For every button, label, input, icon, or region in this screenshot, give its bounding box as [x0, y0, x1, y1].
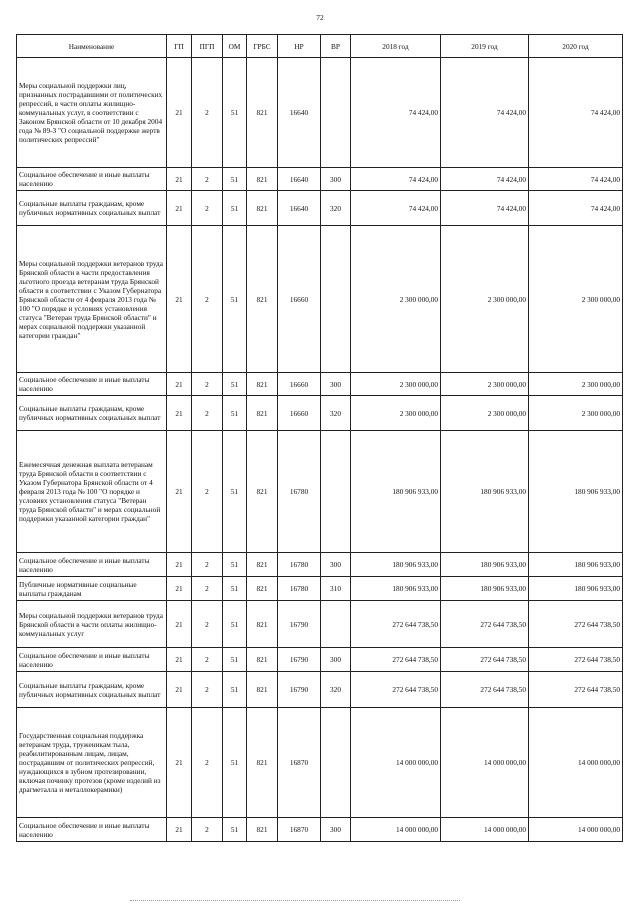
row-2018: 14 000 000,00: [351, 818, 441, 842]
row-nr: 16660: [278, 396, 321, 431]
row-gp: 21: [167, 553, 192, 577]
row-gp: 21: [167, 601, 192, 648]
row-gp: 21: [167, 431, 192, 553]
header-2020: 2020 год: [529, 35, 623, 58]
row-2019: 2 300 000,00: [441, 226, 529, 373]
row-om: 51: [223, 577, 247, 601]
row-2018: 2 300 000,00: [351, 226, 441, 373]
row-vr: 320: [321, 672, 351, 708]
row-om: 51: [223, 672, 247, 708]
row-name: Социальное обеспечение и иные выплаты населению: [17, 648, 167, 672]
table-row: [17, 58, 623, 168]
row-grbs: 821: [247, 168, 278, 191]
scan-artifact-line: [130, 897, 460, 901]
row-gp: 21: [167, 168, 192, 191]
row-name: Государственная социальная поддержка ветеранам труда, труженикам тыла, реабилитированным лицам, лицам, пострадавшим от политических репрессий, нуждающихся в зубном протезировании, включая починку протезов (кроме изделий из драгметалла и металлокерамики): [17, 708, 167, 818]
row-2020: 180 906 933,00: [529, 577, 623, 601]
row-2019: 180 906 933,00: [441, 577, 529, 601]
row-pgp: 2: [192, 648, 223, 672]
row-vr: 320: [321, 191, 351, 226]
row-om: 51: [223, 648, 247, 672]
budget-table: [16, 34, 623, 842]
row-om: 51: [223, 431, 247, 553]
row-om: 51: [223, 818, 247, 842]
row-grbs: 821: [247, 191, 278, 226]
row-nr: 16660: [278, 226, 321, 373]
row-om: 51: [223, 553, 247, 577]
table-row: [17, 396, 623, 431]
row-2018: 272 644 738,50: [351, 648, 441, 672]
row-grbs: 821: [247, 648, 278, 672]
table-header-row: [17, 35, 623, 58]
row-nr: 16780: [278, 577, 321, 601]
row-vr: [321, 58, 351, 168]
row-name: Социальные выплаты гражданам, кроме публичных нормативных социальных выплат: [17, 191, 167, 226]
row-2020: 74 424,00: [529, 191, 623, 226]
row-2018: 74 424,00: [351, 191, 441, 226]
table-row: [17, 226, 623, 373]
header-nr: НР: [278, 35, 321, 58]
table-row: [17, 191, 623, 226]
row-pgp: 2: [192, 373, 223, 396]
row-pgp: 2: [192, 396, 223, 431]
row-vr: 320: [321, 396, 351, 431]
row-grbs: 821: [247, 226, 278, 373]
row-nr: 16870: [278, 818, 321, 842]
row-2020: 2 300 000,00: [529, 396, 623, 431]
row-om: 51: [223, 373, 247, 396]
table-row: [17, 577, 623, 601]
row-2018: 272 644 738,50: [351, 601, 441, 648]
row-2019: 74 424,00: [441, 168, 529, 191]
row-pgp: 2: [192, 168, 223, 191]
row-grbs: 821: [247, 672, 278, 708]
row-pgp: 2: [192, 601, 223, 648]
row-grbs: 821: [247, 577, 278, 601]
row-gp: 21: [167, 818, 192, 842]
row-name: Социальное обеспечение и иные выплаты населению: [17, 168, 167, 191]
row-pgp: 2: [192, 58, 223, 168]
row-gp: 21: [167, 58, 192, 168]
page-number: 72: [316, 13, 324, 22]
row-vr: [321, 708, 351, 818]
row-gp: 21: [167, 373, 192, 396]
row-grbs: 821: [247, 431, 278, 553]
row-nr: 16780: [278, 431, 321, 553]
row-2018: 2 300 000,00: [351, 373, 441, 396]
row-pgp: 2: [192, 708, 223, 818]
header-pgp: ПГП: [192, 35, 223, 58]
row-om: 51: [223, 226, 247, 373]
row-2018: 180 906 933,00: [351, 553, 441, 577]
row-om: 51: [223, 168, 247, 191]
row-2019: 14 000 000,00: [441, 818, 529, 842]
row-pgp: 2: [192, 553, 223, 577]
row-2020: 2 300 000,00: [529, 226, 623, 373]
row-pgp: 2: [192, 431, 223, 553]
row-pgp: 2: [192, 577, 223, 601]
row-grbs: 821: [247, 58, 278, 168]
row-nr: 16640: [278, 191, 321, 226]
row-2020: 180 906 933,00: [529, 553, 623, 577]
row-2019: 2 300 000,00: [441, 373, 529, 396]
row-vr: [321, 226, 351, 373]
header-2018: 2018 год: [351, 35, 441, 58]
row-2019: 74 424,00: [441, 191, 529, 226]
header-grbs: ГРБС: [247, 35, 278, 58]
row-om: 51: [223, 58, 247, 168]
row-2019: 180 906 933,00: [441, 553, 529, 577]
row-vr: 300: [321, 818, 351, 842]
row-nr: 16780: [278, 553, 321, 577]
table-row: [17, 708, 623, 818]
header-name: Наименование: [17, 35, 167, 58]
row-gp: 21: [167, 672, 192, 708]
row-2019: 272 644 738,50: [441, 672, 529, 708]
table-row: [17, 553, 623, 577]
row-2018: 74 424,00: [351, 58, 441, 168]
row-2020: 14 000 000,00: [529, 708, 623, 818]
row-name: Социальные выплаты гражданам, кроме публичных нормативных социальных выплат: [17, 396, 167, 431]
row-nr: 16790: [278, 648, 321, 672]
row-nr: 16790: [278, 672, 321, 708]
table-row: [17, 373, 623, 396]
row-pgp: 2: [192, 818, 223, 842]
row-name: Меры социальной поддержки ветеранов труда Брянской области в части предоставления льготного проезда ветеранам труда Брянской области в соответствии с Указом Губернатора Брянской области от 4 февраля 2013 года № 100 "О порядке и условиях установления статуса "Ветеран труда Брянской области" и мерах социальной поддержки указанной категории граждан": [17, 226, 167, 373]
row-om: 51: [223, 601, 247, 648]
header-gp: ГП: [167, 35, 192, 58]
row-2019: 180 906 933,00: [441, 431, 529, 553]
row-name: Публичные нормативные социальные выплаты гражданам: [17, 577, 167, 601]
row-nr: 16790: [278, 601, 321, 648]
row-vr: 300: [321, 553, 351, 577]
row-2020: 74 424,00: [529, 168, 623, 191]
row-gp: 21: [167, 708, 192, 818]
row-name: Социальное обеспечение и иные выплаты населению: [17, 553, 167, 577]
row-gp: 21: [167, 226, 192, 373]
row-2020: 14 000 000,00: [529, 818, 623, 842]
table-row: [17, 431, 623, 553]
row-2018: 14 000 000,00: [351, 708, 441, 818]
table-row: [17, 648, 623, 672]
row-om: 51: [223, 708, 247, 818]
header-vr: ВР: [321, 35, 351, 58]
row-2018: 180 906 933,00: [351, 577, 441, 601]
row-2018: 2 300 000,00: [351, 396, 441, 431]
row-2020: 272 644 738,50: [529, 601, 623, 648]
row-vr: 300: [321, 373, 351, 396]
row-2019: 2 300 000,00: [441, 396, 529, 431]
table-row: [17, 168, 623, 191]
row-gp: 21: [167, 396, 192, 431]
row-2019: 74 424,00: [441, 58, 529, 168]
row-2020: 2 300 000,00: [529, 373, 623, 396]
table-row: [17, 672, 623, 708]
row-2019: 272 644 738,50: [441, 601, 529, 648]
row-om: 51: [223, 191, 247, 226]
row-grbs: 821: [247, 553, 278, 577]
row-2018: 74 424,00: [351, 168, 441, 191]
row-name: Социальное обеспечение и иные выплаты населению: [17, 818, 167, 842]
row-pgp: 2: [192, 672, 223, 708]
row-2019: 14 000 000,00: [441, 708, 529, 818]
row-grbs: 821: [247, 708, 278, 818]
row-name: Ежемесячная денежная выплата ветеранам труда Брянской области в соответствии с Указом Губернатора Брянской области от 4 февраля 2013 года № 100 "О порядке и условиях установления статуса "Ветеран труда Брянской области" и мерах социальной поддержки указанной категории граждан": [17, 431, 167, 553]
row-nr: 16660: [278, 373, 321, 396]
row-vr: 300: [321, 648, 351, 672]
row-gp: 21: [167, 191, 192, 226]
row-nr: 16640: [278, 58, 321, 168]
table-row: [17, 601, 623, 648]
row-vr: [321, 601, 351, 648]
row-2018: 180 906 933,00: [351, 431, 441, 553]
header-om: ОМ: [223, 35, 247, 58]
row-2019: 272 644 738,50: [441, 648, 529, 672]
row-grbs: 821: [247, 396, 278, 431]
table-row: [17, 818, 623, 842]
row-name: Социальные выплаты гражданам, кроме публичных нормативных социальных выплат: [17, 672, 167, 708]
row-om: 51: [223, 396, 247, 431]
row-vr: [321, 431, 351, 553]
row-gp: 21: [167, 577, 192, 601]
row-gp: 21: [167, 648, 192, 672]
row-grbs: 821: [247, 373, 278, 396]
row-grbs: 821: [247, 601, 278, 648]
row-nr: 16640: [278, 168, 321, 191]
row-2018: 272 644 738,50: [351, 672, 441, 708]
row-grbs: 821: [247, 818, 278, 842]
row-nr: 16870: [278, 708, 321, 818]
row-pgp: 2: [192, 191, 223, 226]
row-pgp: 2: [192, 226, 223, 373]
row-name: Социальное обеспечение и иные выплаты населению: [17, 373, 167, 396]
row-2020: 180 906 933,00: [529, 431, 623, 553]
row-name: Меры социальной поддержки ветеранов труда Брянской области в части оплаты жилищно-коммунальных услуг: [17, 601, 167, 648]
row-2020: 272 644 738,50: [529, 672, 623, 708]
row-vr: 310: [321, 577, 351, 601]
row-vr: 300: [321, 168, 351, 191]
header-2019: 2019 год: [441, 35, 529, 58]
row-name: Меры социальной поддержки лиц, признанных пострадавшими от политических репрессий, в части оплаты жилищно-коммунальных услуг, в соответствии с Законом Брянской области от 10 декабря 2004 года № 89-З "О социальной поддержке жертв политических репрессий": [17, 58, 167, 168]
row-2020: 74 424,00: [529, 58, 623, 168]
row-2020: 272 644 738,50: [529, 648, 623, 672]
